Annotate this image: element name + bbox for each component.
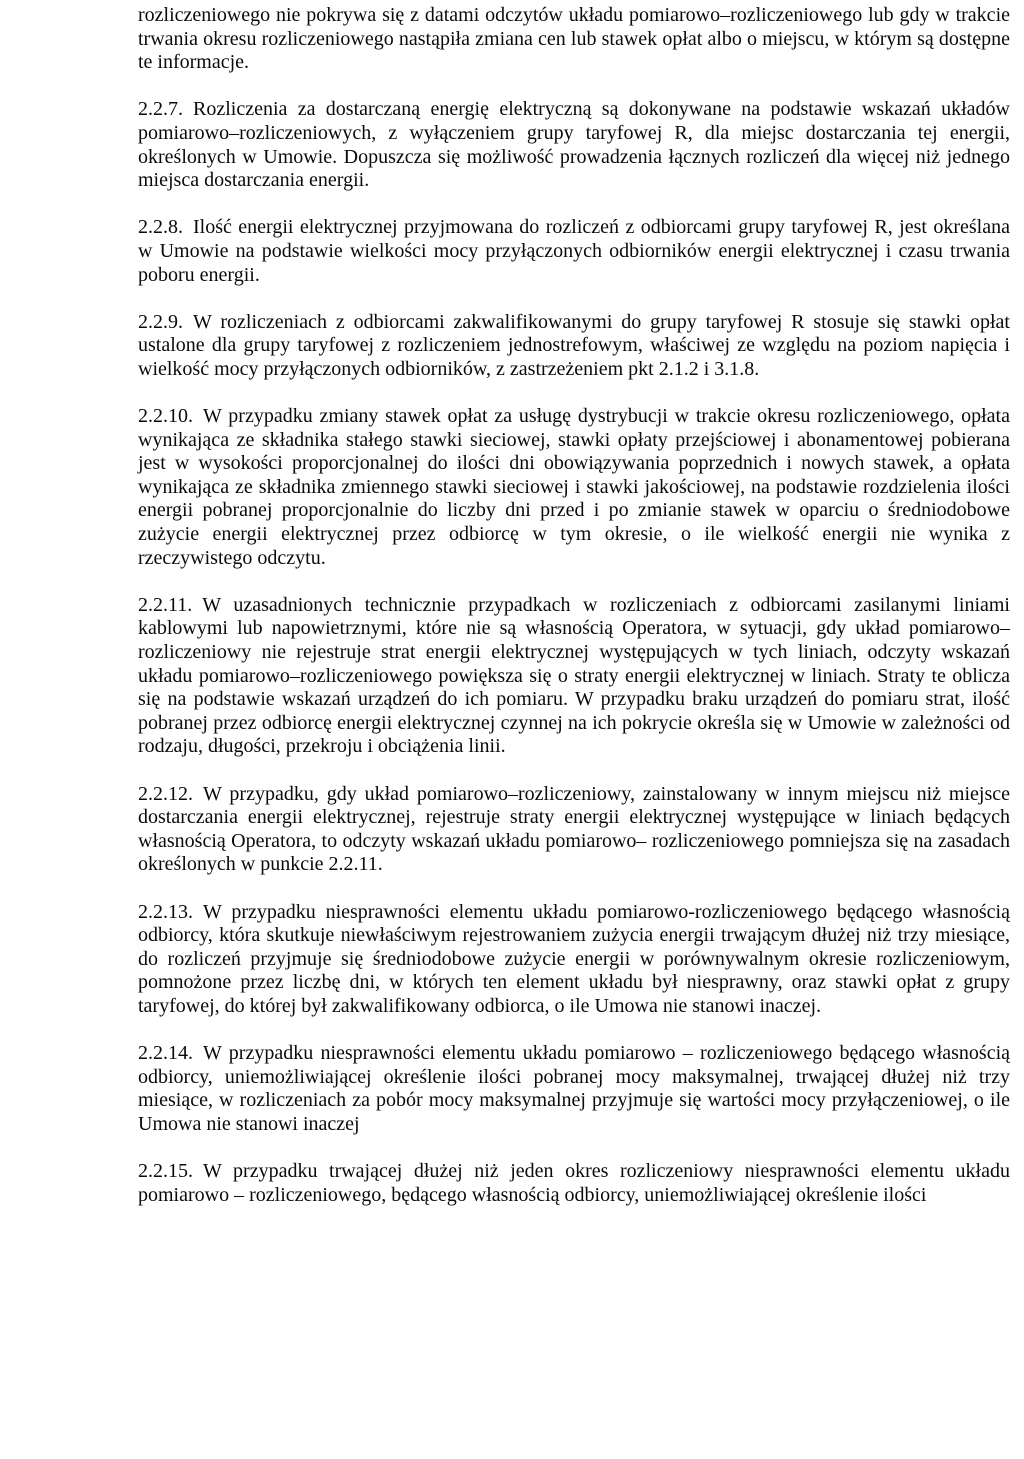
paragraph-number: 2.2.9. <box>138 310 183 333</box>
paragraph-2-2-12 <box>138 783 1010 877</box>
paragraph-text: W przypadku trwającej dłużej niż jeden okres rozliczeniowy niesprawności elementu układu pomiarowo – rozliczeniowego, będącego własnością odbiorcy, uniemożliwiającej określenie ilości <box>138 1160 1010 1206</box>
paragraph-number: 2.2.10. <box>138 405 193 428</box>
paragraph-number: 2.2.12. <box>138 782 193 805</box>
paragraph-text: W rozliczeniach z odbiorcami zakwalifikowanymi do grupy taryfowej R stosuje się stawki opłat ustalone dla grupy taryfowej z rozliczeniem jednostrefowym, właściwej ze względu na poziom napięcia i wielkość mocy przyłączonych odbiorników, z zastrzeżeniem pkt 2.1.2 i 3.1.8. <box>138 310 1010 380</box>
paragraph-text: rozliczeniowego nie pokrywa się z datami odczytów układu pomiarowo–rozliczeniowego lub gdy w trakcie trwania okresu rozliczeniowego nastąpiła zmiana cen lub stawek opłat albo o miejscu, w którym są dostępne te informacje. <box>138 4 1010 74</box>
paragraph-2-2-9 <box>138 311 1010 382</box>
paragraph-continuation <box>138 4 1010 75</box>
paragraph-text: W uzasadnionych technicznie przypadkach w rozliczeniach z odbiorcami zasilanymi liniami kablowymi lub napowietrznymi, które nie są własnością Operatora, w sytuacji, gdy układ pomiarowo–rozliczeniowy nie rejestruje strat energii elektrycznej występujących w tych liniach, odczyty wskazań układu pomiarowo–rozliczeniowego powiększa się o straty energii elektrycznej w liniach. Straty te oblicza się na podstawie wskazań urządzeń do ich pomiaru. W przypadku braku urządzeń do pomiaru strat, ilość pobranej przez odbiorcę energii elektrycznej czynnej na ich pokrycie określa się w Umowie w zależności od rodzaju, długości, przekroju i obciążenia linii. <box>138 593 1010 758</box>
paragraph-2-2-11 <box>138 594 1010 759</box>
paragraph-2-2-7 <box>138 98 1010 192</box>
paragraph-number: 2.2.14. <box>138 1042 193 1065</box>
paragraph-number: 2.2.13. <box>138 900 193 923</box>
paragraph-text: W przypadku zmiany stawek opłat za usługę dystrybucji w trakcie okresu rozliczeniowego, opłata wynikająca ze składnika stałego stawki sieciowej, stawki opłaty przejściowej i abonamentowej pobierana jest w wysokości proporcjonalnej do ilości dni obowiązywania poprzednich i nowych stawek, a opłata wynikająca ze składnika zmiennego stawki sieciowej i stawki jakościowej, na podstawie rozdzielenia ilości energii pobranej proporcjonalnie do liczby dni przed i po zmianie stawek w oparciu o średniodobowe zużycie energii elektrycznej przez odbiorcę w tym okresie, o ile wielkość energii nie wynika z rzeczywistego odczytu. <box>138 405 1010 569</box>
paragraph-number: 2.2.7. <box>138 98 183 121</box>
paragraph-2-2-14 <box>138 1042 1010 1136</box>
paragraph-text: Ilość energii elektrycznej przyjmowana do rozliczeń z odbiorcami grupy taryfowej R, jest określana w Umowie na podstawie wielkości mocy przyłączonych odbiorników energii elektrycznej i czasu trwania poboru energii. <box>138 216 1010 286</box>
paragraph-2-2-8 <box>138 216 1010 287</box>
paragraph-number: 2.2.11. <box>138 593 193 616</box>
paragraph-text: W przypadku, gdy układ pomiarowo–rozliczeniowy, zainstalowany w innym miejscu niż miejsce dostarczania energii elektrycznej, rejestruje straty energii elektrycznej występujące w liniach będących własnością Operatora, to odczyty wskazań układu pomiarowo– rozliczeniowego pomniejsza się na zasadach określonych w punkcie 2.2.11. <box>138 782 1010 876</box>
paragraph-number: 2.2.8. <box>138 216 183 239</box>
paragraph-2-2-13 <box>138 901 1010 1019</box>
paragraph-text: W przypadku niesprawności elementu układu pomiarowo-rozliczeniowego będącego własnością odbiorcy, która skutkuje niewłaściwym rejestrowaniem zużycia energii trwającym dłużej niż trzy miesiące, do rozliczeń przyjmuje się średniodobowe zużycie energii w porównywalnym okresie rozliczeniowym, pomnożone przez liczbę dni, w których ten element układu był niesprawny, oraz stawki opłat z grupy taryfowej, do której był zakwalifikowany odbiorca, o ile Umowa nie stanowi inaczej. <box>138 900 1010 1017</box>
document-page <box>138 4 1010 1231</box>
paragraph-2-2-15 <box>138 1160 1010 1207</box>
paragraph-2-2-10 <box>138 405 1010 570</box>
paragraph-text: W przypadku niesprawności elementu układu pomiarowo – rozliczeniowego będącego własnością odbiorcy, uniemożliwiającej określenie ilości pobranej mocy maksymalnej, trwającej dłużej niż trzy miesiące, w rozliczeniach za pobór mocy maksymalnej przyjmuje się wartości mocy przyłączeniowej, o ile Umowa nie stanowi inaczej <box>138 1042 1010 1135</box>
paragraph-number: 2.2.15. <box>138 1160 193 1183</box>
paragraph-text: Rozliczenia za dostarczaną energię elektryczną są dokonywane na podstawie wskazań układów pomiarowo–rozliczeniowych, z wyłączeniem grupy taryfowej R, dla miejsc dostarczania tej energii, określonych w Umowie. Dopuszcza się możliwość prowadzenia łącznych rozliczeń dla więcej niż jednego miejsca dostarczania energii. <box>138 98 1010 192</box>
